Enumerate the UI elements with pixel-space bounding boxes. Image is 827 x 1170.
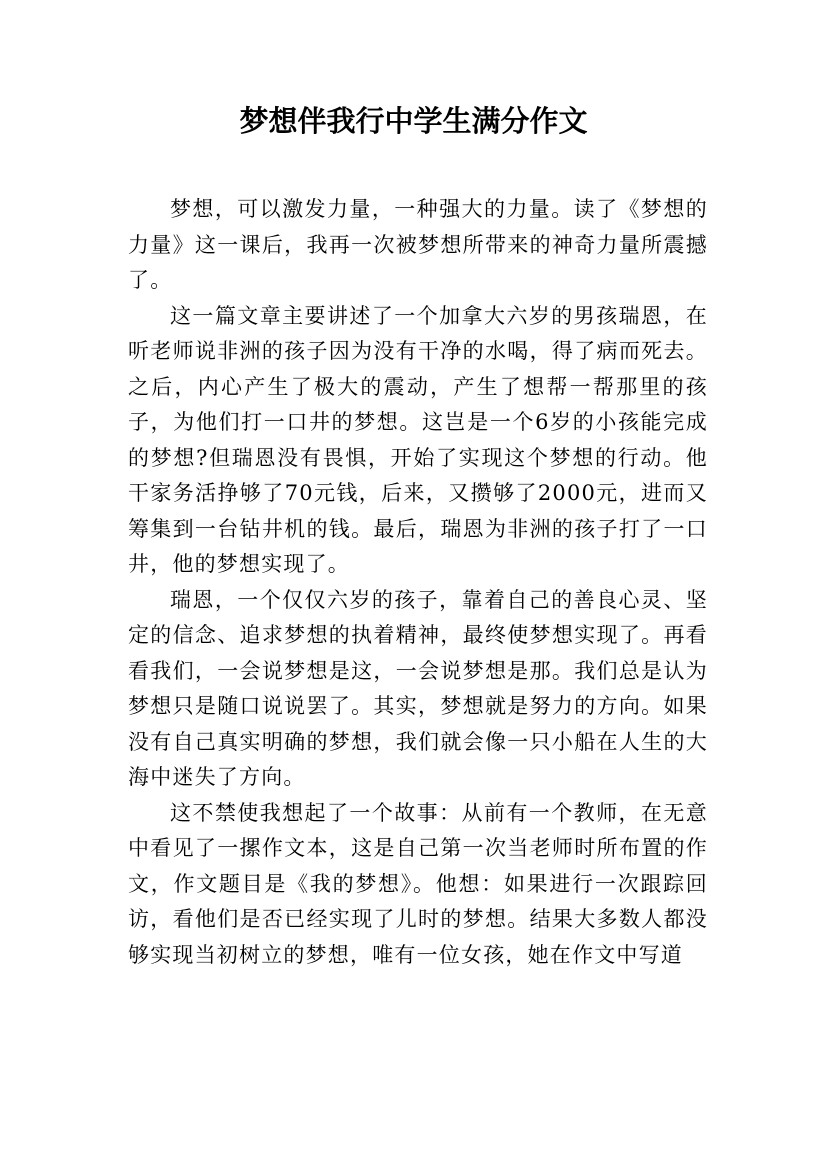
document-body <box>128 192 708 973</box>
paragraph-1: 梦想，可以激发力量，一种强大的力量。读了《梦想的力量》这一课后，我再一次被梦想所带来的神奇力量所震撼了。 <box>128 197 708 292</box>
paragraph-4: 这不禁使我想起了一个故事：从前有一个教师，在无意中看见了一摞作文本，这是自己第一次当老师时所布置的作文，作文题目是《我的梦想》。他想：如果进行一次跟踪回访，看他们是否已经实现了儿时的梦想。结果大多数人都没够实现当初树立的梦想，唯有一位女孩，她在作文中写道 <box>128 800 708 967</box>
document-title: 梦想伴我行中学生满分作文 <box>239 104 588 138</box>
paragraph-2: 这一篇文章主要讲述了一个加拿大六岁的男孩瑞恩，在听老师说非洲的孩子因为没有干净的水喝，得了病而死去。之后，内心产生了极大的震动，产生了想帮一帮那里的孩子，为他们打一口井的梦想。这岂是一个6岁的小孩能完成的梦想?但瑞恩没有畏惧，开始了实现这个梦想的行动。他干家务活挣够了70元钱，后来，又攒够了2000元，进而又筹集到一台钻井机的钱。最后，瑞恩为非洲的孩子打了一口井，他的梦想实现了。 <box>128 303 708 576</box>
paragraph-3: 瑞恩，一个仅仅六岁的孩子，靠着自己的善良心灵、坚定的信念、追求梦想的执着精神，最终使梦想实现了。再看看我们，一会说梦想是这，一会说梦想是那。我们总是认为梦想只是随口说说罢了。其实，梦想就是努力的方向。如果没有自己真实明确的梦想，我们就会像一只小船在人生的大海中迷失了方向。 <box>128 587 708 789</box>
